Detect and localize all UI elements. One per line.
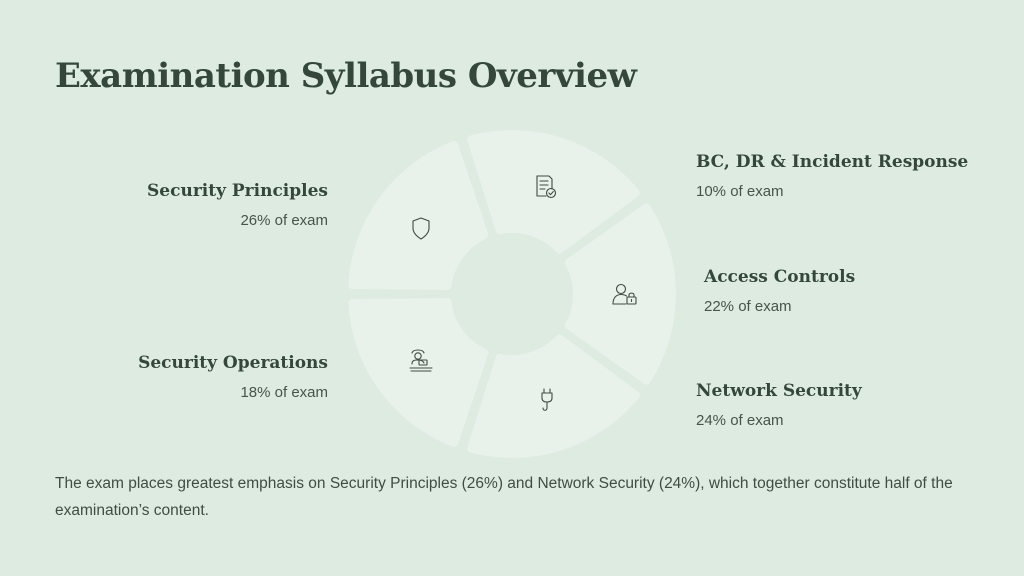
summary-text: The exam places greatest emphasis on Security Principles (26%) and Network Security (24%), which together constitute half of the examination’s content. xyxy=(55,475,953,519)
segment-security-operations xyxy=(352,302,484,443)
topic-name: BC, DR & Incident Response xyxy=(696,152,969,172)
segment-security-principles xyxy=(352,145,484,286)
topic-percent: 26% of exam xyxy=(240,212,328,229)
topic-name: Access Controls xyxy=(704,267,856,287)
topic-network-security xyxy=(696,381,996,429)
topic-bc-dr-incident-response xyxy=(696,152,996,200)
topic-security-principles xyxy=(28,181,328,229)
page-title: Examination Syllabus Overview xyxy=(55,56,637,96)
topic-percent: 10% of exam xyxy=(696,183,784,200)
topic-access-controls xyxy=(704,267,1004,315)
topic-security-operations xyxy=(28,353,328,401)
topic-name: Security Principles xyxy=(147,181,328,201)
topic-name: Network Security xyxy=(696,381,862,401)
topic-percent: 18% of exam xyxy=(240,384,328,401)
topic-percent: 24% of exam xyxy=(696,412,784,429)
topic-name: Security Operations xyxy=(138,353,328,373)
topic-percent: 22% of exam xyxy=(704,298,792,315)
